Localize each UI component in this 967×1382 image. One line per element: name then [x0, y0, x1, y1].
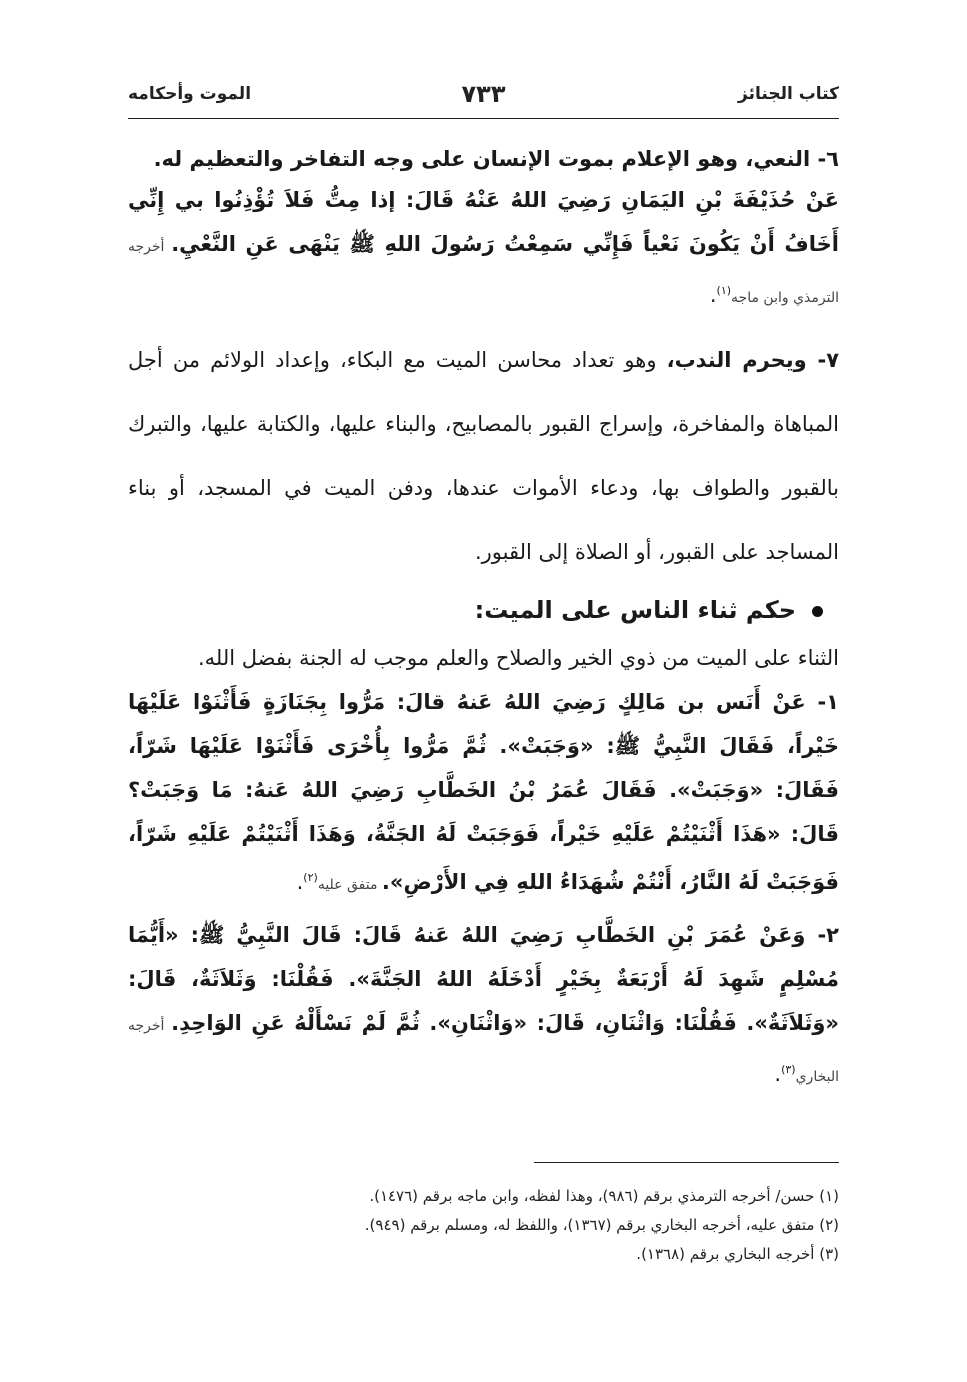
footnote-rule: [534, 1162, 839, 1163]
section-6-label: ٦- النعي،: [745, 147, 839, 171]
bullet-icon: [812, 606, 823, 617]
hadith-1: [128, 680, 839, 907]
header-book-title: كتاب الجنائز: [738, 84, 839, 104]
hadith-2: [128, 913, 839, 1099]
hadith-1-number: ١-: [805, 690, 839, 714]
section-7: [128, 328, 839, 584]
footnotes: [128, 1182, 839, 1269]
section-6: [128, 140, 839, 178]
header-chapter-title: الموت وأحكامه: [128, 84, 252, 104]
page-body: [128, 140, 839, 1099]
footnote-ref-2: (٢): [303, 871, 318, 884]
hadith-source: أخرجه الترمذي وابن ماجه: [128, 239, 839, 306]
intro-paragraph: الثناء على الميت من ذوي الخير والصلاح والعلم موجب له الجنة بفضل الله.: [197, 646, 839, 670]
footnote-ref-1: (١): [716, 284, 732, 297]
punct: .: [296, 870, 304, 894]
punct: .: [774, 1062, 782, 1086]
footnote-2: (٢) متفق عليه، أخرجه البخاري برقم (١٣٦٧)، واللفظ له، ومسلم برقم (٩٤٩).: [364, 1216, 839, 1234]
hadith-2-text: وَعَنْ عُمَرَ بْنِ الخَطَّابِ رَضِيَ اللهُ عَنهُ قَالَ: قَالَ النَّبِيُّ ﷺ: «أَيُّمَا مُسْلِمٍ شَهِدَ لَهُ أَرْبَعَةٌ بِخَيْرٍ أَدْخَلَهُ اللهُ الجَنَّةَ». فَقُلْنَا: وَثَلاَثَةٌ، قَالَ: «وَثَلاَثَةٌ». فَقُلْنَا: وَاثْنَانِ، قَالَ: «وَاثْنَانِ». ثُمَّ لَمْ نَسْأَلْهُ عَنِ الوَاحِدِ.: [128, 923, 840, 1035]
heading-text: حكم ثناء الناس على الميت:: [474, 596, 796, 624]
section-7-text: وهو تعداد محاسن الميت مع البكاء، وإعداد الولائم من أجل المباهاة والمفاخرة، وإسراج القبور بالمصابيح، والبناء عليها، والكتابة عليها، والتبرك بالقبور والطواف بها، ودعاء الأموات عندها، ودفن الميت في المسجد، أو بناء المساجد على القبور، أو الصلاة إلى القبور.: [128, 348, 839, 564]
section-6-hadith: [128, 178, 839, 320]
footnote-3: (٣) أخرجه البخاري برقم (١٣٦٨).: [636, 1245, 839, 1263]
hadith-1-text: عَنْ أَنَس بن مَالِكٍ رَضِيَ اللهُ عَنهُ قالَ: مَرُّوا بِجَنَازَةٍ فَأَثْنَوْا عَلَيْهَا خَيْراً، فَقَالَ النَّبِيُّ ﷺ: «وَجَبَتْ». ثُمَّ مَرُّوا بِأُخْرَى فَأَثْنَوْا عَلَيْهَا شَرّاً، فَقَالَ: «وَجَبَتْ». فَقَالَ عُمَرُ بْنُ الخَطَّابِ رَضِيَ اللهُ عَنهُ: مَا وَجَبَتْ؟ قَالَ: «هَذَا أَثْنَيْتُمْ عَلَيْهِ خَيْراً، فَوَجَبَتْ لَهُ الجَنَّةُ، وَهَذَا أَثْنَيْتُمْ عَلَيْهِ شَرّاً، فَوَجَبَتْ لَهُ النَّارُ، أَنْتُمْ شُهَدَاءُ اللهِ فِي الأَرْضِ».: [128, 690, 839, 894]
footnote-1: (١) حسن/ أخرجه الترمذي برقم (٩٨٦)، وهذا لفظه، وابن ماجه برقم (١٤٧٦).: [369, 1187, 839, 1205]
header-rule: [128, 118, 839, 119]
hadith-2-source: أخرجه البخاري: [128, 1018, 839, 1085]
section-7-label: ٧- ويحرم الندب،: [666, 348, 840, 372]
section-heading: [128, 596, 839, 624]
footnote-ref-3: (٣): [781, 1063, 796, 1076]
hadith-1-source: متفق عليه: [317, 877, 382, 893]
punct: .: [709, 283, 717, 307]
page-number: ٧٣٣: [461, 80, 506, 108]
hadith-text: عَنْ حُذَيْفَةَ بْنِ اليَمَانِ رَضِيَ اللهُ عَنْهُ قَالَ: إذا مِتُّ فَلاَ تُؤْذِنُوا بي إِنِّي أَخَافُ أَنْ يَكُونَ نَعْياً فَإِنِّي سَمِعْتُ رَسُولَ اللهِ ﷺ يَنْهَى عَنِ النَّعْيِ.: [128, 188, 839, 256]
section-6-text: وهو الإعلام بموت الإنسان على وجه التفاخر والتعظيم له.: [153, 147, 746, 171]
hadith-2-number: ٢-: [805, 923, 839, 947]
